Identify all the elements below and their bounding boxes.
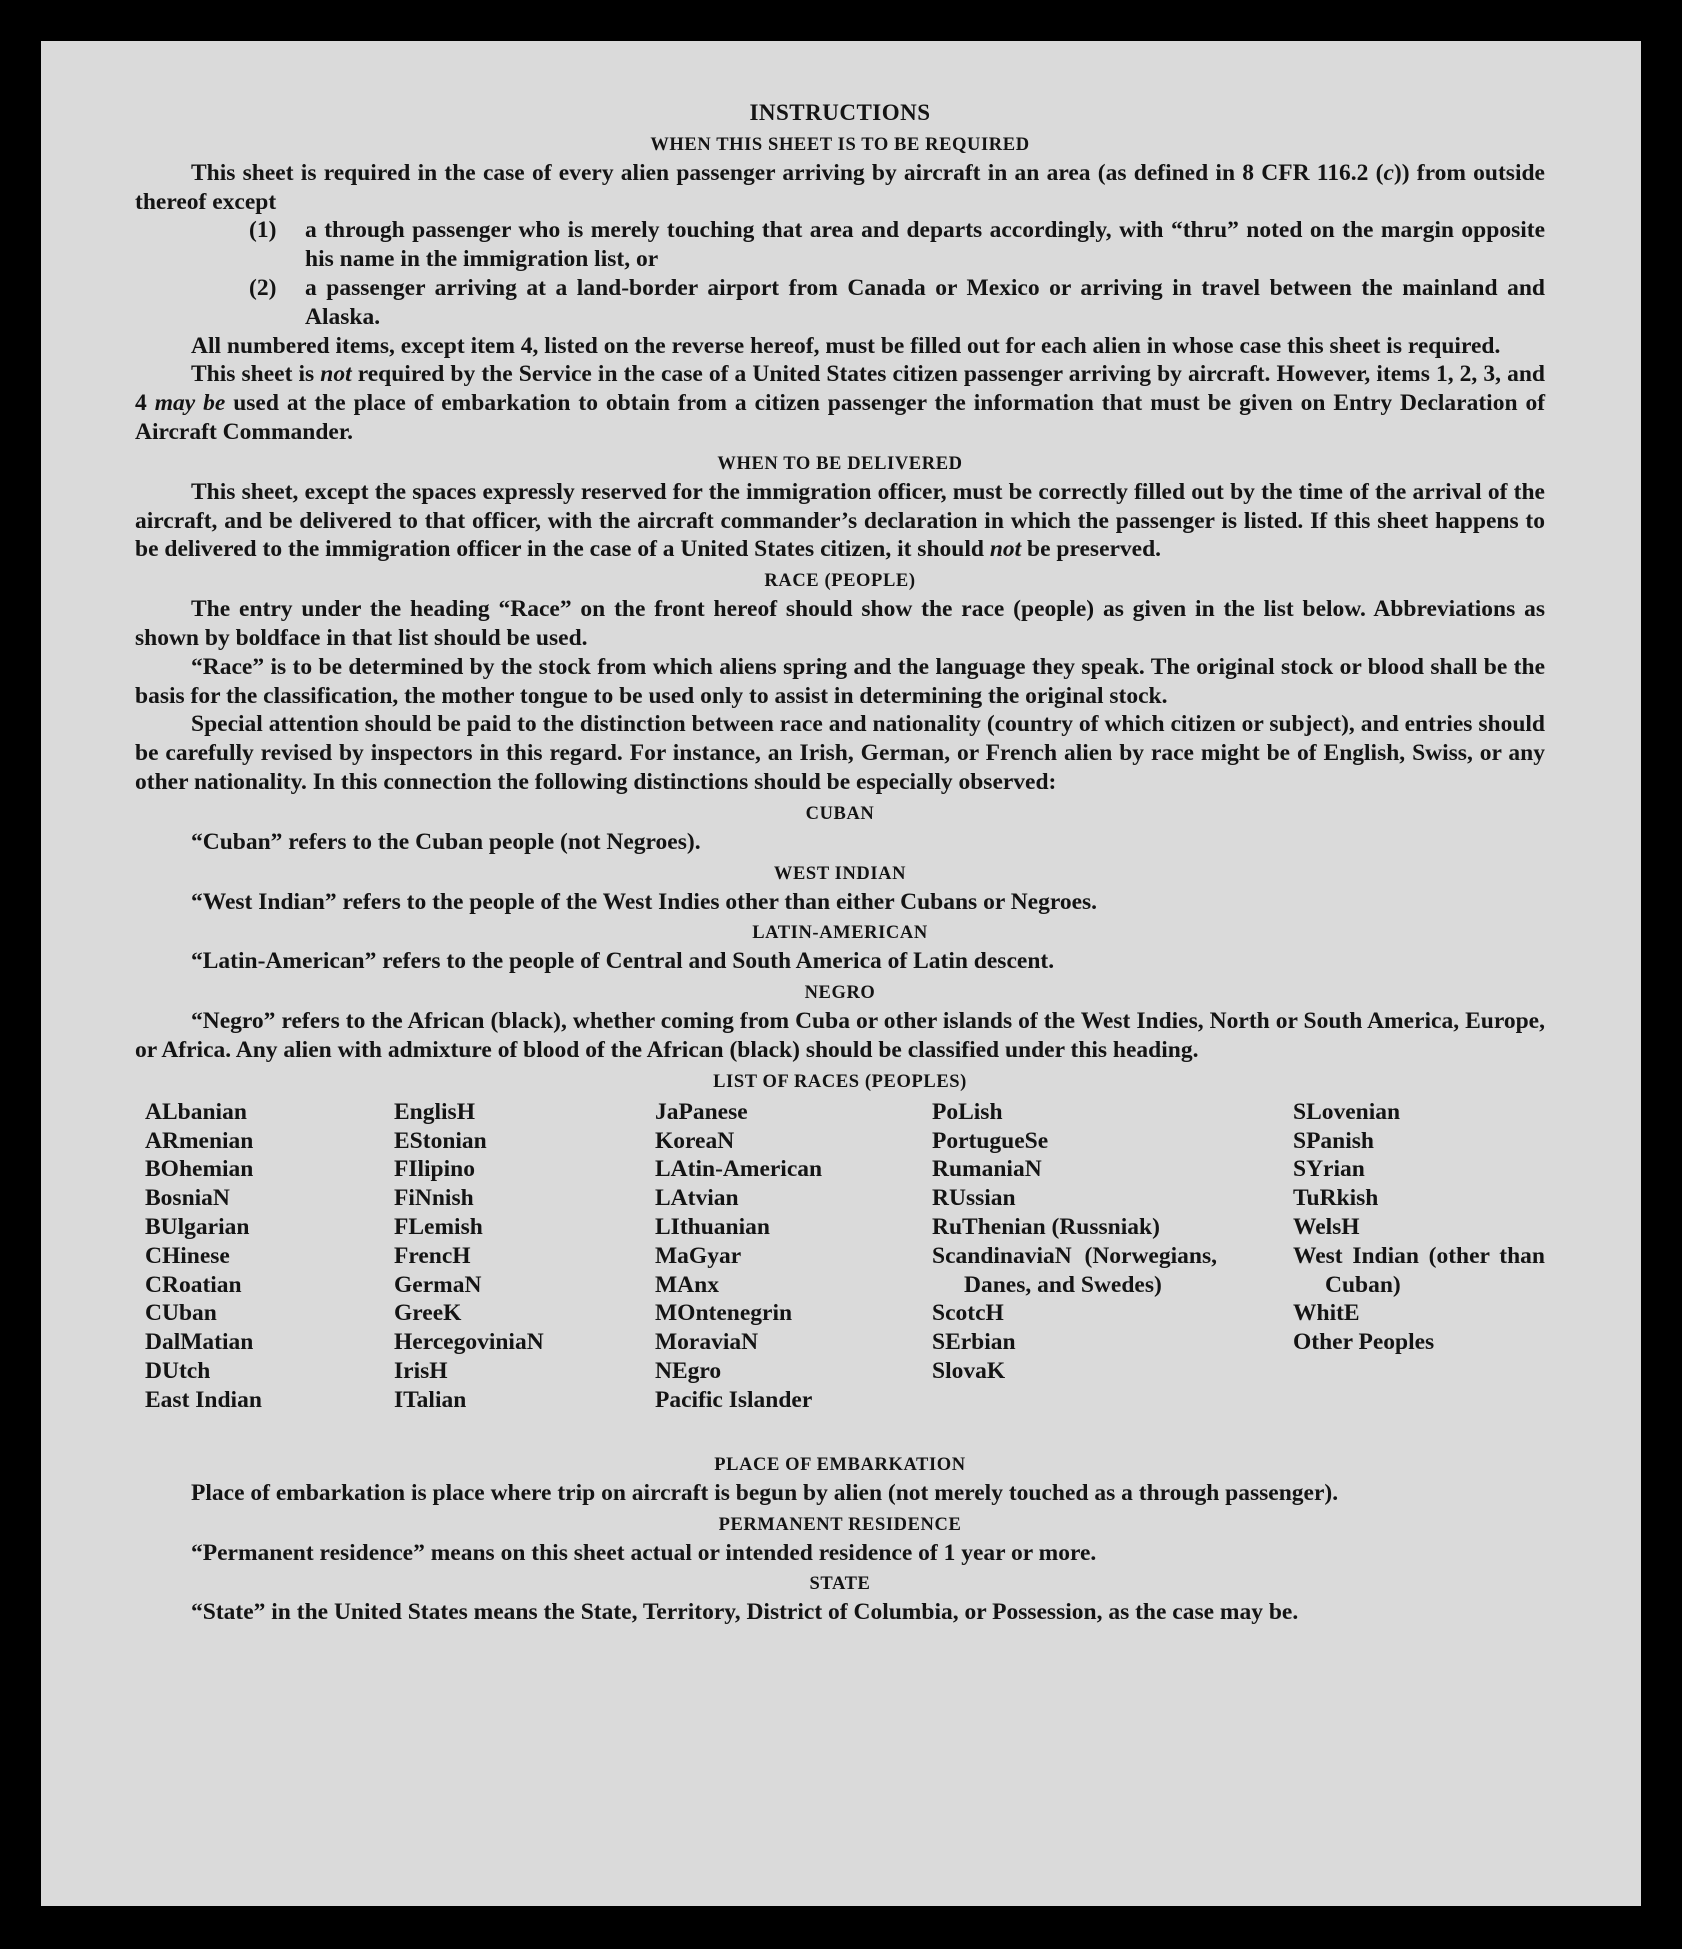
item-number: (2): [249, 274, 277, 301]
paragraph: [135, 828, 1545, 857]
race-column: [1293, 1098, 1545, 1357]
paragraph: [135, 1479, 1545, 1508]
item-number: (1): [249, 217, 277, 244]
race-entry: RuThenian (Russniak): [932, 1213, 1160, 1240]
paragraph: [135, 360, 1545, 446]
sections-after-list: [135, 1452, 1545, 1627]
race-entry: LAtin-American: [655, 1156, 823, 1183]
race-entry: LAtvian: [655, 1185, 739, 1212]
text-run: This sheet is required in the case of every alien passenger arriving by aircraft in an area (as defined in 8 CFR 116.2 (: [191, 159, 1384, 186]
race-entry: SYrian: [1293, 1156, 1365, 1183]
list-item: [135, 274, 1545, 332]
section-heading: NEGRO: [804, 983, 876, 1004]
text-run: All numbered items, except item 4, listed on the reverse hereof, must be filled out for each alien in whose case this sheet is required.: [191, 332, 1501, 359]
text-run: “Race” is to be determined by the stock from which aliens spring and the language they speak. The original stock or blood shall be the basis for the classification, the mother tongue to be used only to assist in determining the original stock.: [135, 653, 1545, 709]
race-entry: GermaN: [394, 1271, 482, 1298]
text-run: “State” in the United States means the State, Territory, District of Columbia, or Possession, as the case may be.: [191, 1599, 1299, 1626]
section-heading: PERMANENT RESIDENCE: [718, 1514, 962, 1535]
section-heading: STATE: [809, 1574, 871, 1595]
races-heading: LIST OF RACES (PEOPLES): [713, 1071, 967, 1092]
emphasis-text: not: [989, 536, 1022, 563]
race-column: [145, 1098, 375, 1415]
race-entry: SlovaK: [932, 1357, 1006, 1384]
paragraph: [135, 1539, 1545, 1568]
text-run: “Cuban” refers to the Cuban people (not Negroes).: [191, 828, 701, 855]
race-entry: East Indian: [145, 1386, 262, 1413]
race-entry: FiNnish: [394, 1185, 474, 1212]
text-run: This sheet is: [191, 361, 321, 388]
race-entry: ScotcH: [932, 1300, 1004, 1327]
section-heading: CUBAN: [805, 803, 875, 824]
text-run: “Latin-American” refers to the people of Central and South America of Latin descent.: [191, 948, 1055, 975]
race-entry: SPanish: [1293, 1127, 1374, 1154]
race-entry: NEgro: [655, 1357, 722, 1384]
race-entry: West Indian (other than Cuban): [1293, 1242, 1545, 1298]
text-run: “Permanent residence” means on this sheet actual or intended residence of 1 year or more.: [191, 1539, 1097, 1566]
race-entry: JaPanese: [655, 1098, 748, 1125]
race-entry: ScandinaviaN (Norwegians, Danes, and Swedes): [932, 1242, 1217, 1298]
text-run: “West Indian” refers to the people of the West Indies other than either Cubans or Negroes.: [191, 888, 1098, 915]
race-column: [394, 1098, 634, 1415]
paragraph: [135, 595, 1545, 653]
page-title: INSTRUCTIONS: [749, 100, 931, 125]
item-text: a passenger arriving at a land-border airport from Canada or Mexico or arriving in travel between the mainland and Alaska.: [305, 274, 1545, 330]
race-entry: MOntenegrin: [655, 1300, 793, 1327]
race-entry: LIthuanian: [655, 1213, 770, 1240]
race-entry: CHinese: [145, 1242, 230, 1269]
paragraph: [135, 159, 1545, 217]
text-run: Special attention should be paid to the distinction between race and nationality (country of which citizen or subject), and entries should be carefully revised by inspectors in this regard. For instance, an Irish, German, or French alien by race might be of English, Swiss, or any other nationality. In this connection the following distinctions should be especially observed:: [135, 711, 1545, 795]
paragraph: [135, 888, 1545, 917]
section-heading: WHEN THIS SHEET IS TO BE REQUIRED: [650, 134, 1030, 155]
race-entry: BUlgarian: [145, 1213, 250, 1240]
section-heading: LATIN-AMERICAN: [752, 923, 928, 944]
race-entry: HercegoviniaN: [394, 1329, 544, 1356]
text-run: required by the Service in the case of a United States citizen passenger arriving by aircraft. However, items 1, 2, 3, and 4: [135, 361, 1546, 417]
section-heading: PLACE OF EMBARKATION: [714, 1454, 966, 1475]
race-entry: DalMatian: [145, 1329, 254, 1356]
race-entry: EStonian: [394, 1127, 487, 1154]
section-heading: WHEN TO BE DELIVERED: [717, 453, 963, 474]
paragraph: [135, 947, 1545, 976]
paragraph: [135, 1598, 1545, 1627]
race-entry: SErbian: [932, 1329, 1016, 1356]
race-entry: Pacific Islander: [655, 1386, 813, 1413]
text-run: This sheet, except the spaces expressly reserved for the immigration officer, must be correctly filled out by the time of the arrival of the aircraft, and be delivered to that officer, with the aircraft commander’s declaration in which the passenger is listed. If this sheet happens to be delivered to the immigration officer in the case of a United States citizen, it should: [135, 478, 1545, 563]
bold-text: boldface: [235, 624, 321, 651]
race-entry: BOhemian: [145, 1156, 254, 1183]
race-entry: RUssian: [932, 1185, 1016, 1212]
paragraph: [135, 478, 1545, 564]
paragraph: [135, 653, 1545, 711]
race-entry: FLemish: [394, 1213, 483, 1240]
text-run: Place of embarkation is place where trip on aircraft is begun by alien (not merely touched as a through passenger).: [191, 1479, 1339, 1506]
race-entry: FIlipino: [394, 1156, 475, 1183]
paragraph: [135, 710, 1545, 796]
text-run: “Negro” refers to the African (black), whether coming from Cuba or other islands of the West Indies, North or South America, Europe, or Africa. Any alien with admixture of blood of the African (black) should be classified under this heading.: [135, 1008, 1545, 1063]
emphasis-text: c: [1383, 159, 1394, 186]
emphasis-text: not: [320, 361, 352, 388]
race-entry: ALbanian: [145, 1098, 247, 1125]
item-text: a through passenger who is merely touching that area and departs accordingly, with “thru” noted on the margin opposite his name in the immigration list, or: [305, 217, 1545, 273]
race-entry: CUban: [145, 1300, 217, 1327]
section-heading: RACE (PEOPLE): [764, 571, 916, 592]
race-entry: BosniaN: [145, 1185, 230, 1212]
race-entry: GreeK: [394, 1300, 462, 1327]
race-column: [655, 1098, 915, 1415]
race-entry: CRoatian: [145, 1271, 242, 1298]
race-entry: WelsH: [1293, 1213, 1360, 1240]
race-entry: ITalian: [394, 1386, 467, 1413]
race-entry: ARmenian: [145, 1127, 254, 1154]
race-entry: IrisH: [394, 1357, 448, 1384]
emphasis-text: may be: [154, 390, 226, 417]
race-entry: TuRkish: [1293, 1185, 1379, 1212]
race-list: [135, 1098, 1545, 1448]
race-entry: PortugueSe: [932, 1127, 1049, 1154]
race-entry: EnglisH: [394, 1098, 475, 1125]
text-run: )) from outside thereof except: [135, 159, 1545, 215]
race-entry: DUtch: [145, 1357, 211, 1384]
race-entry: Other Peoples: [1293, 1329, 1435, 1356]
document-page: [41, 41, 1641, 1906]
race-entry: SLovenian: [1293, 1098, 1401, 1125]
race-column: [932, 1098, 1217, 1386]
race-entry: RumaniaN: [932, 1156, 1042, 1183]
race-entry: KoreaN: [655, 1127, 735, 1154]
race-entry: MAnx: [655, 1271, 719, 1298]
list-item: [135, 216, 1545, 274]
sections-before-list: [135, 132, 1545, 1065]
paragraph: [135, 332, 1545, 361]
race-entry: MoraviaN: [655, 1329, 759, 1356]
section-heading: WEST INDIAN: [773, 863, 907, 884]
race-entry: PoLish: [932, 1098, 1003, 1125]
text-run: in that list should be used.: [320, 624, 588, 651]
race-entry: MaGyar: [655, 1242, 742, 1269]
race-entry: WhitE: [1293, 1300, 1360, 1327]
paragraph: [135, 1007, 1545, 1065]
text-run: be preserved.: [1021, 536, 1162, 563]
text-run: The entry under the heading “Race” on the front hereof should show the race (people) as given in the list below. Abbreviations as shown by: [135, 596, 1545, 651]
text-run: used at the place of embarkation to obtain from a citizen passenger the information that must be given on Entry Declaration of Aircraft Commander.: [135, 390, 1546, 445]
race-entry: FrencH: [394, 1242, 471, 1269]
instructions-content: [135, 99, 1545, 1627]
